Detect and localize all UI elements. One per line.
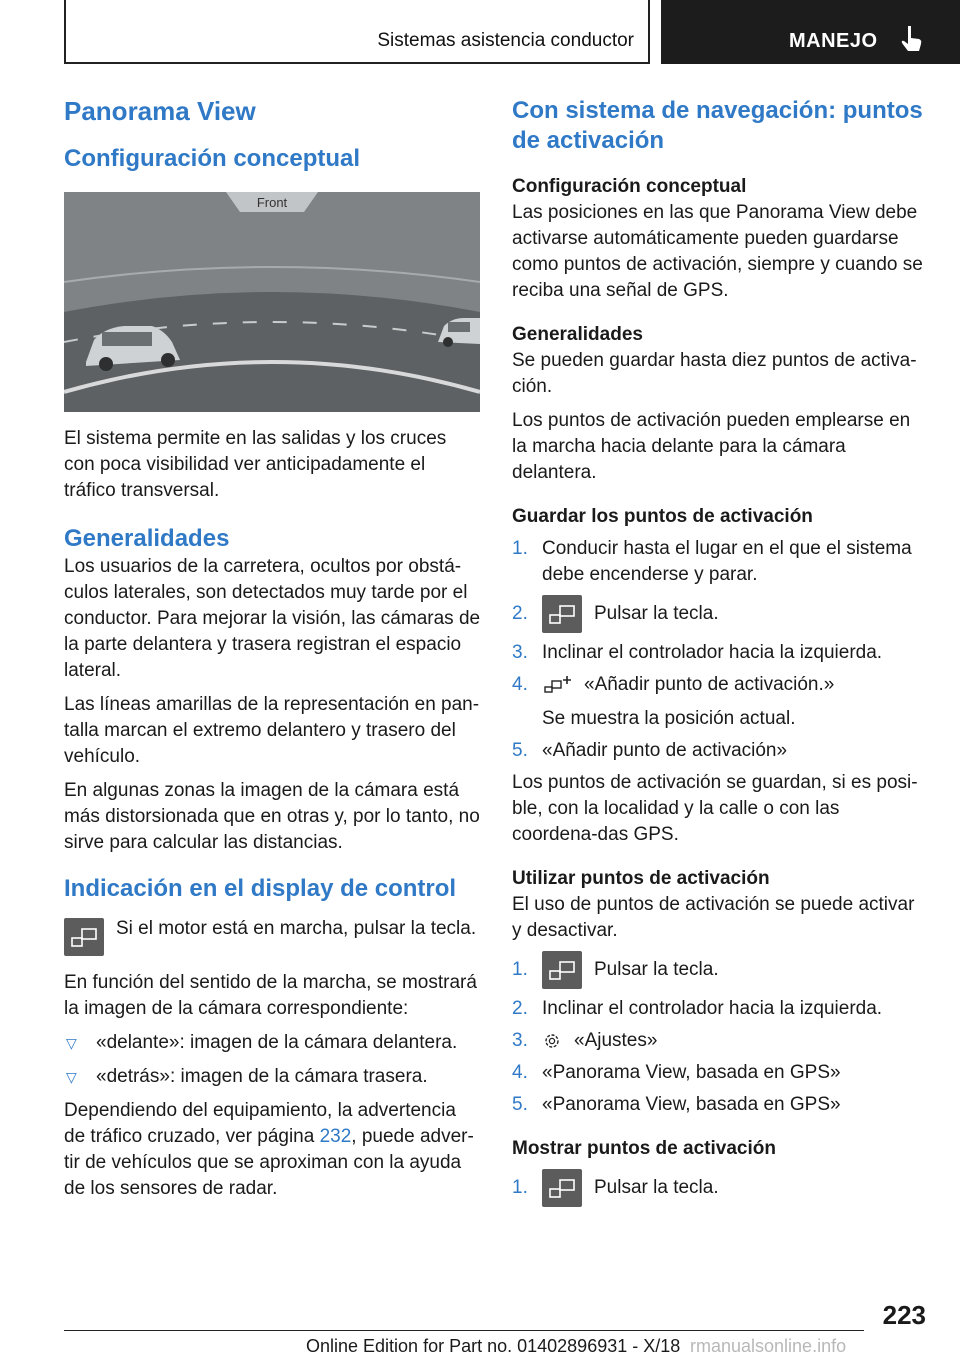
gear-icon	[542, 1031, 562, 1051]
list-item: 1. Pulsar la tecla.	[512, 1168, 928, 1208]
camera-button-icon	[542, 595, 582, 633]
bullet-text: «detrás»: imagen de la cámara trasera.	[96, 1066, 428, 1087]
section-title-panorama: Panorama View	[64, 96, 256, 126]
paragraph-general-2: Las líneas amarillas de la representación en pan-talla marcan el extremo delantero y trasero del vehículo.	[64, 694, 480, 767]
header-section-box	[64, 0, 650, 64]
camera-button-icon	[64, 918, 104, 956]
camera-button-icon	[542, 1169, 582, 1207]
right-column	[512, 96, 928, 1208]
triangle-bullet-icon: ▽	[66, 1069, 77, 1085]
page-link[interactable]: 232	[319, 1126, 352, 1147]
list-item: 4. «Panorama View, basada en GPS»	[512, 1062, 841, 1083]
heading-generalidades-right: Generalidades	[512, 324, 643, 345]
add-point-icon	[542, 675, 572, 695]
hand-pointer-icon	[899, 24, 925, 54]
paragraph-use: El uso de puntos de activación se puede activar y desactivar.	[512, 894, 915, 941]
list-item: 3. Inclinar el controlador hacia la izquierda.	[512, 642, 883, 663]
list-item: 2. Pulsar la tecla.	[512, 594, 928, 634]
paragraph-cross-traffic: Dependiendo del equipamiento, la advertencia de tráfico cruzado, ver página 232, puede adver-tir de vehículos que se aproximan con la ayuda de los sensores de radar.	[64, 1100, 474, 1199]
list-item: 5. «Añadir punto de activación»	[512, 740, 788, 761]
heading-concept-right: Configuración conceptual	[512, 176, 747, 197]
triangle-bullet-icon: ▽	[66, 1035, 77, 1051]
page-number: 223	[882, 1300, 926, 1330]
list-item: 2. Inclinar el controlador hacia la izquierda.	[512, 998, 883, 1019]
paragraph-general-1: Los usuarios de la carretera, ocultos por obstá-culos laterales, son detectados muy tarde por el conductor. Para mejorar la visión, las cámaras de la parte delantera y trasera registran el espacio lateral.	[64, 556, 481, 681]
header-chapter-box	[661, 0, 960, 64]
paragraph-general-right-2: Los puntos de activación pueden emplearse en la marcha hacia delante para la cámara delantera.	[512, 410, 911, 483]
header-section-title: Sistemas asistencia conductor	[377, 30, 634, 51]
header-chapter-title: MANEJO	[789, 30, 878, 52]
list-item	[64, 1030, 482, 1056]
heading-use-points: Utilizar puntos de activación	[512, 868, 770, 889]
paragraph-concept-right: Las posiciones en las que Panorama View debe activarse automáticamente pueden guardarse como puntos de activación, siempre y cuando se reciba una señal de GPS.	[512, 202, 923, 301]
list-item: 3. «Ajustes»	[512, 1030, 658, 1051]
list-item: 5. «Panorama View, basada en GPS»	[512, 1094, 841, 1115]
paragraph-general-3: En algunas zonas la imagen de la cámara está más distorsionada que en otras y, por lo tanto, no sirve para calcular las distancias.	[64, 780, 480, 853]
camera-view-image	[64, 192, 480, 412]
heading-display: Indicación en el display de control	[64, 875, 457, 902]
heading-save-points: Guardar los puntos de activación	[512, 506, 813, 527]
heading-concept: Configuración conceptual	[64, 145, 361, 172]
paragraph-concept: El sistema permite en las salidas y los cruces con poca visibilidad ver anticipadamente el tráfico transversal.	[64, 428, 447, 501]
left-column	[64, 96, 482, 1202]
paragraph-saved: Los puntos de activación se guardan, si es posi-ble, con la localidad y la calle o con las coordena-das GPS.	[512, 772, 918, 845]
section-title-navigation: Con sistema de navegación: puntos de activación	[512, 97, 923, 154]
list-item: 1. Pulsar la tecla.	[512, 950, 928, 990]
list-item: 4. «Añadir punto de activación.» Se muestra la posición actual.	[512, 674, 835, 729]
list-item: 1. Conducir hasta el lugar en el que el sistema debe encenderse y parar.	[512, 538, 912, 585]
figure-label: Front	[256, 195, 288, 210]
paragraph-display: En función del sentido de la marcha, se mostrará la imagen de la cámara correspondiente:	[64, 972, 477, 1019]
footer-watermark: rmanualsonline.info	[690, 1336, 847, 1356]
heading-generalidades: Generalidades	[64, 525, 230, 552]
key-instruction-text: Si el motor está en marcha, pulsar la tecla.	[116, 918, 477, 939]
camera-button-icon	[542, 951, 582, 989]
list-item	[64, 1064, 482, 1090]
footer-divider	[64, 1330, 864, 1331]
bullet-text: «delante»: imagen de la cámara delantera.	[96, 1032, 458, 1053]
key-instruction	[64, 916, 482, 956]
footer-edition: Online Edition for Part no. 01402896931 - X/18	[306, 1336, 681, 1356]
heading-show-points: Mostrar puntos de activación	[512, 1138, 776, 1159]
paragraph-general-right-1: Se pueden guardar hasta diez puntos de activa-ción.	[512, 350, 917, 397]
